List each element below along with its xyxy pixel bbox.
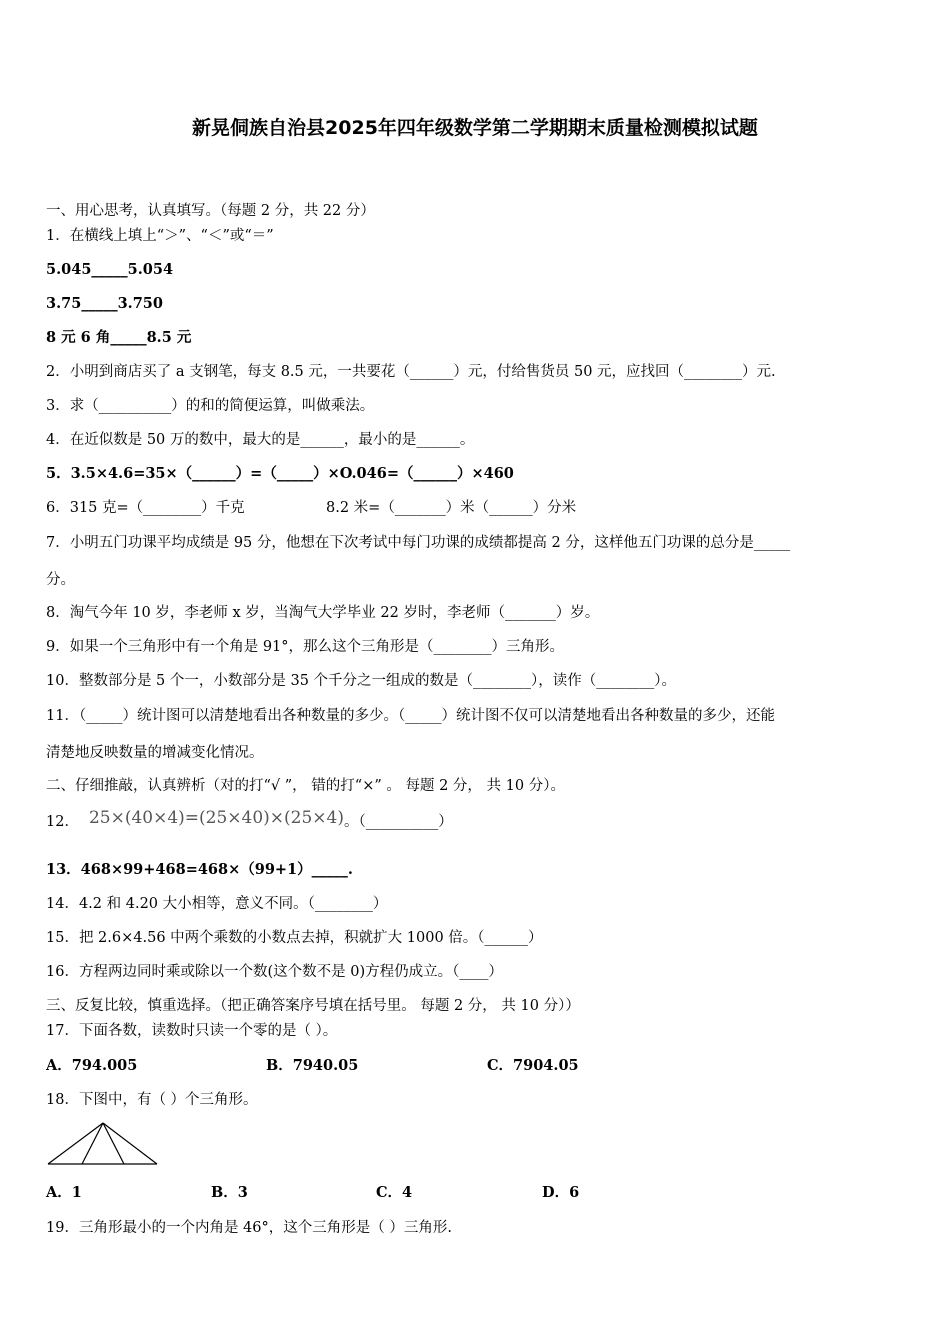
question-9: 9．如果一个三角形中有一个角是 91°，那么这个三角形是（________）三角形。 <box>46 639 565 655</box>
question-12-number: 12． <box>46 814 79 830</box>
q18-option-a: A．1 <box>46 1184 82 1201</box>
question-12 <box>46 808 453 832</box>
question-1a: 5.045_____5.054 <box>46 261 174 278</box>
section2-heading: 二、仔细推敲，认真辨析（对的打“√ ”， 错的打“×” 。 每题 2 分， 共 10 分）。 <box>46 778 565 794</box>
triangle-left-side <box>48 1123 103 1164</box>
question-6-right: 8.2 米=（_______）米（______）分米 <box>326 500 577 516</box>
question-13: 13．468×99+468=468×（99+1）_____. <box>46 861 353 878</box>
q18-option-d: D．6 <box>542 1184 580 1201</box>
triangle-right-side <box>103 1123 157 1164</box>
q18-option-b: B．3 <box>211 1184 248 1201</box>
page-title: 新晃侗族自治县2025年四年级数学第二学期期末质量检测模拟试题 <box>192 117 758 139</box>
question-5: 5．3.5×4.6=35×（______）=（_____）×O.046=（______）×460 <box>46 465 514 482</box>
question-14: 14．4.2 和 4.20 大小相等，意义不同。（________） <box>46 896 388 912</box>
q17-option-c: C．7904.05 <box>487 1057 579 1074</box>
question-7-line2: 分。 <box>46 572 75 588</box>
q17-option-b: B．7940.05 <box>266 1057 359 1074</box>
question-15: 15．把 2.6×4.56 中两个乘数的小数点去掉，积就扩大 1000 倍。（______） <box>46 930 543 946</box>
question-1: 1．在横线上填上“＞”、“＜”或“＝” <box>46 228 274 244</box>
question-11-line1: 11．（_____）统计图可以清楚地看出各种数量的多少。（_____）统计图不仅可以清楚地看出各种数量的多少，还能 <box>46 708 775 724</box>
section1-heading: 一、用心思考，认真填写。（每题 2 分，共 22 分） <box>46 203 375 219</box>
question-6-left: 6．315 克=（________）千克 <box>46 500 245 516</box>
question-2: 2．小明到商店买了 a 支钢笔，每支 8.5 元，一共要花（______）元，付给售货员 50 元，应找回（________）元. <box>46 364 776 380</box>
question-16: 16．方程两边同时乘或除以一个数(这个数不是 0)方程仍成立。（____） <box>46 964 503 980</box>
question-8: 8．淘气今年 10 岁，李老师 x 岁，当淘气大学毕业 22 岁时，李老师（_______）岁。 <box>46 605 600 621</box>
question-1c: 8 元 6 角_____8.5 元 <box>46 329 192 346</box>
question-19: 19．三角形最小的一个内角是 46°，这个三角形是（ ）三角形. <box>46 1220 452 1236</box>
triangle-inner-line-2 <box>103 1123 124 1164</box>
triangle-figure <box>46 1120 160 1168</box>
question-3: 3．求（__________）的和的简便运算，叫做乘法。 <box>46 398 375 414</box>
q17-option-a: A．794.005 <box>46 1057 138 1074</box>
question-10: 10．整数部分是 5 个一，小数部分是 35 个千分之一组成的数是（________），读作（________）。 <box>46 673 677 689</box>
question-7-line1: 7．小明五门功课平均成绩是 95 分，他想在下次考试中每门功课的成绩都提高 2 分，这样他五门功课的总分是_____ <box>46 535 791 551</box>
triangle-inner-line-1 <box>82 1123 103 1164</box>
question-17: 17．下面各数，读数时只读一个零的是（ ）。 <box>46 1023 338 1039</box>
section3-heading: 三、反复比较，慎重选择。（把正确答案序号填在括号里。 每题 2 分， 共 10 分）） <box>46 998 580 1014</box>
q18-option-c: C．4 <box>376 1184 413 1201</box>
question-11-line2: 清楚地反映数量的增减变化情况。 <box>46 745 264 761</box>
question-1b: 3.75_____3.750 <box>46 295 163 312</box>
question-18: 18．下图中，有（ ）个三角形。 <box>46 1092 258 1108</box>
question-12-formula: 25×(40×4)=(25×40)×(25×4) <box>88 808 345 828</box>
question-4: 4．在近似数是 50 万的数中，最大的是______，最小的是______。 <box>46 432 475 448</box>
question-12-tail: 。（__________） <box>344 814 453 830</box>
